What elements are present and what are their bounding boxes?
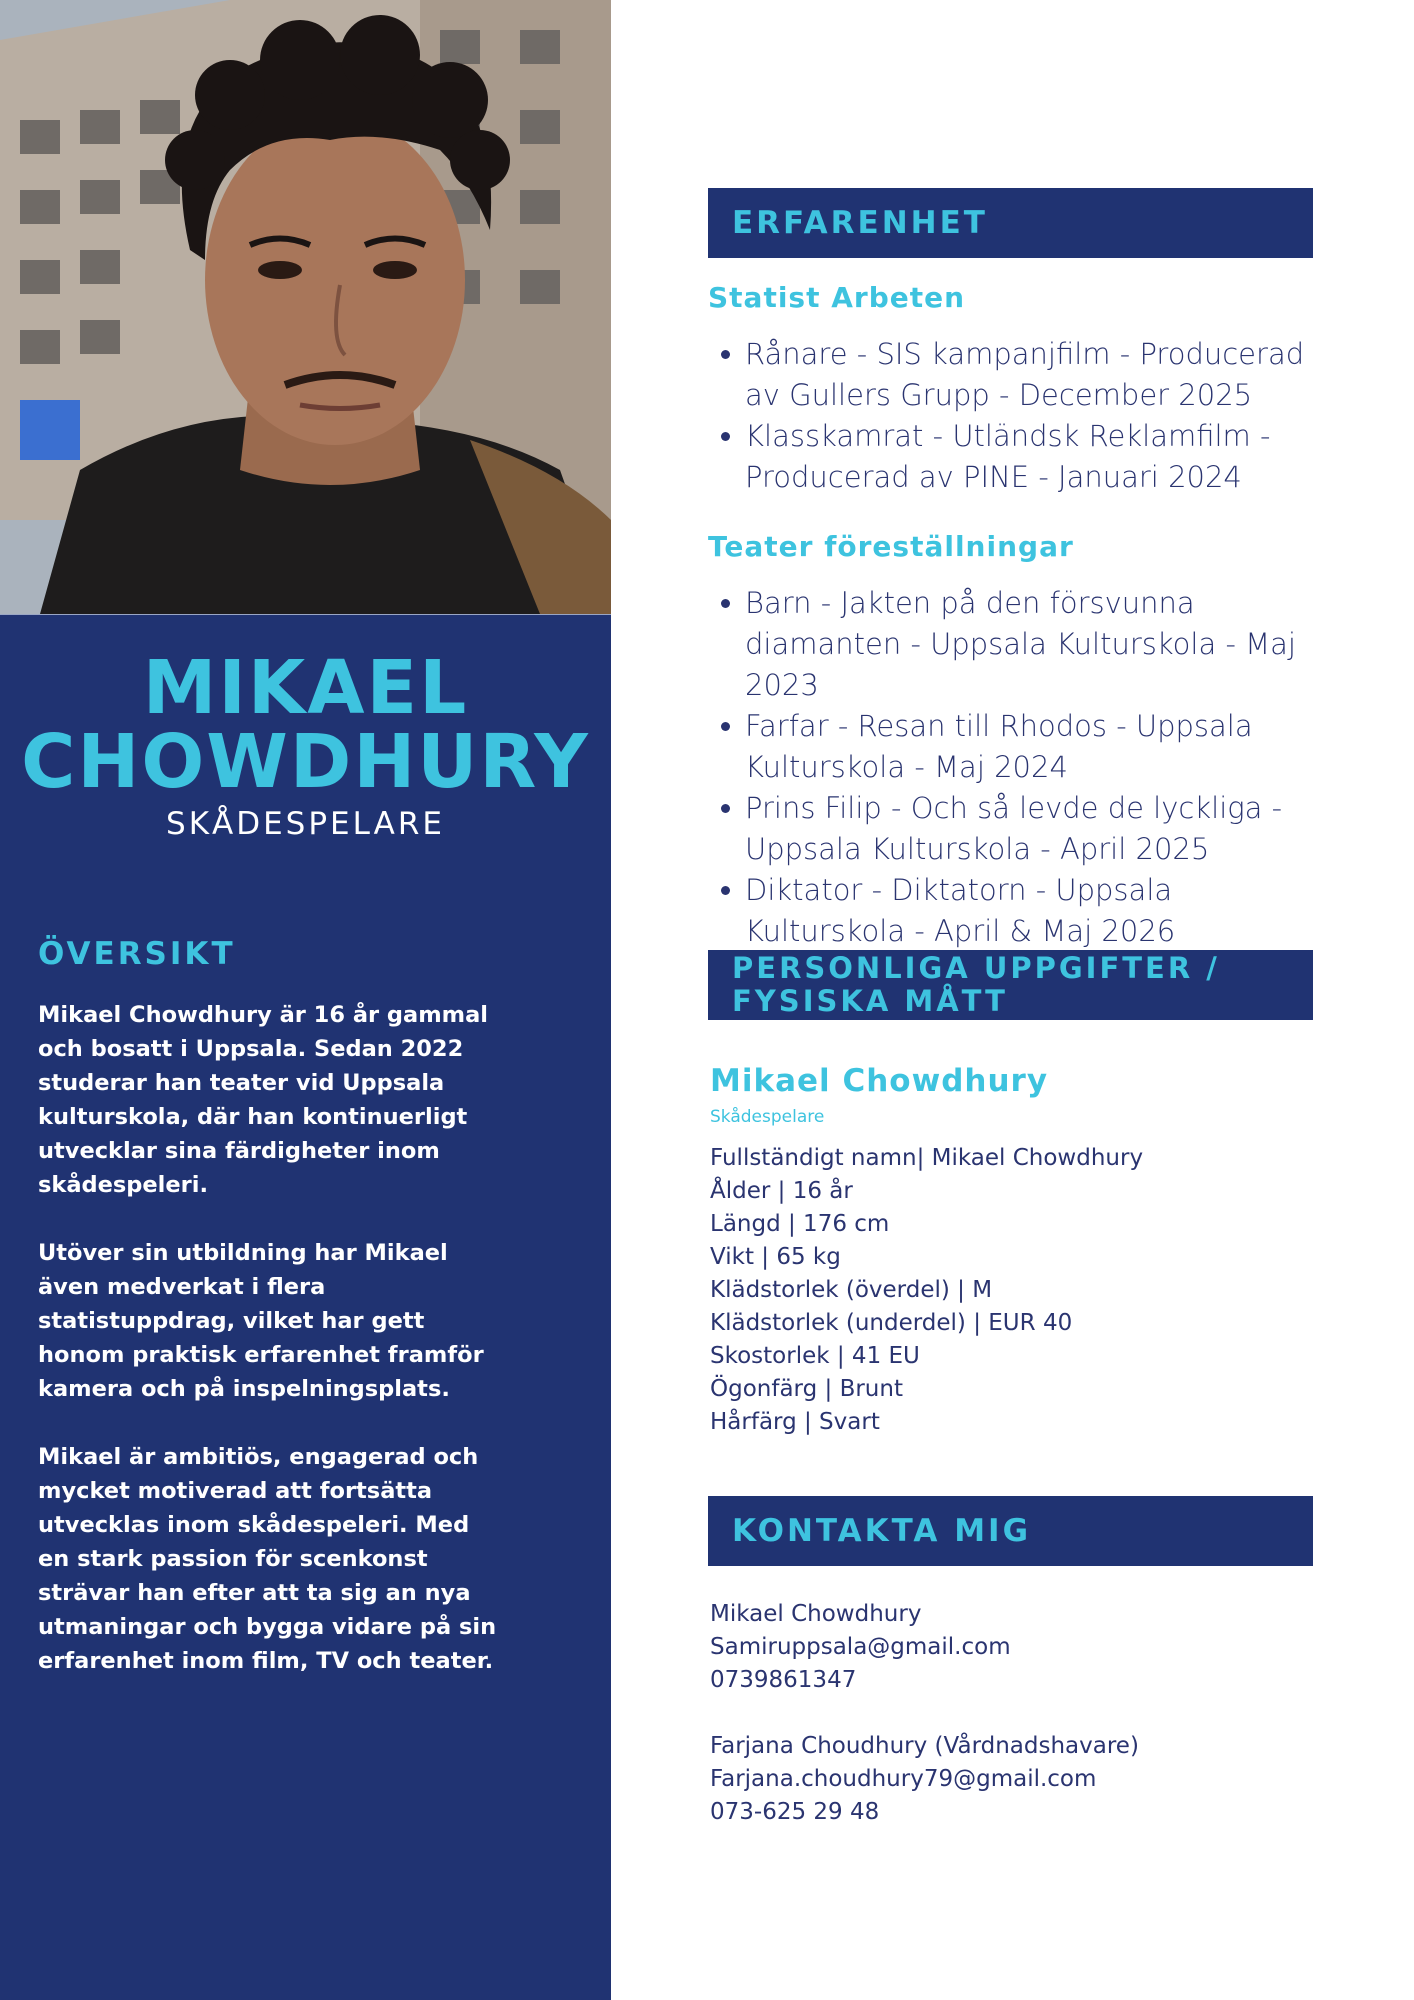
overview-paragraph: Mikael Chowdhury är 16 år gammal och bosatt i Uppsala. Sedan 2022 studerar han teater vid Uppsala kulturskola, där han kontinuerligt utvecklar sina färdigheter inom skådespeleri. — [38, 1002, 489, 1198]
list-item: Farfar - Resan till Rhodos - Uppsala Kulturskola - Maj 2024 — [708, 706, 1328, 788]
personal-details — [710, 1142, 1270, 1439]
overview-paragraph: Utöver sin utbildning har Mikael även medverkat i flera statistuppdrag, vilket har gett honom praktisk erfarenhet framför kamera och på inspelningsplats. — [38, 1240, 484, 1402]
personal-heading — [708, 950, 1313, 1020]
list-item: Barn - Jakten på den försvunna diamanten - Uppsala Kulturskola - Maj 2023 — [708, 583, 1328, 706]
portrait-photo — [0, 0, 611, 615]
personal-role: Skådespelare — [710, 1107, 825, 1127]
contact-name: Mikael Chowdhury — [710, 1601, 922, 1627]
role-title: SKÅDESPELARE — [166, 806, 445, 842]
list-item: Prins Filip - Och så levde de lyckliga - Uppsala Kulturskola - April 2025 — [708, 788, 1328, 870]
first-name: MIKAEL — [142, 645, 469, 731]
overview-paragraph: Mikael är ambitiös, engagerad och mycket motiverad att fortsätta utvecklas inom skådespeleri. Med en stark passion för scenkonst strävar han efter att ta sig an nya utmaningar och bygga vidare på sin erfarenhet inom film, TV och teater. — [38, 1444, 497, 1674]
contact-heading: KONTAKTA MIG — [708, 1496, 1313, 1566]
extras-list — [708, 334, 1328, 498]
contact-phone[interactable]: 0739861347 — [710, 1667, 857, 1693]
last-name: CHOWDHURY — [21, 719, 590, 805]
guardian-phone[interactable]: 073-625 29 48 — [710, 1799, 880, 1825]
detail-row: Längd | 176 cm — [710, 1211, 890, 1237]
personal-heading-line: PERSONLIGA UPPGIFTER / — [732, 951, 1220, 985]
personal-heading-line: FYSISKA MÅTT — [732, 984, 1008, 1018]
overview-text — [38, 998, 498, 1712]
theater-list — [708, 583, 1328, 952]
experience-heading: ERFARENHET — [708, 188, 1313, 258]
detail-row: Hårfärg | Svart — [710, 1409, 880, 1435]
extras-subheading: Statist Arbeten — [708, 281, 966, 314]
guardian-name: Farjana Choudhury (Vårdnadshavare) — [710, 1733, 1139, 1759]
overview-heading: ÖVERSIKT — [38, 936, 236, 972]
detail-row: Fullständigt namn| Mikael Chowdhury — [710, 1145, 1144, 1171]
detail-row: Ålder | 16 år — [710, 1178, 853, 1204]
sidebar — [0, 0, 611, 2000]
list-item: Klasskamrat - Utländsk Reklamfilm - Producerad av PINE - Januari 2024 — [708, 416, 1328, 498]
list-item: Rånare - SIS kampanjfilm - Producerad av Gullers Grupp - December 2025 — [708, 334, 1328, 416]
personal-name: Mikael Chowdhury — [710, 1063, 1049, 1099]
detail-row: Skostorlek | 41 EU — [710, 1343, 920, 1369]
detail-row: Vikt | 65 kg — [710, 1244, 841, 1270]
guardian-email[interactable]: Farjana.choudhury79@gmail.com — [710, 1766, 1097, 1792]
list-item: Diktator - Diktatorn - Uppsala Kulturskola - April & Maj 2026 — [708, 870, 1328, 952]
theater-subheading: Teater föreställningar — [708, 530, 1074, 563]
contact-details — [710, 1598, 1270, 1829]
detail-row: Klädstorlek (överdel) | M — [710, 1277, 993, 1303]
detail-row: Klädstorlek (underdel) | EUR 40 — [710, 1310, 1073, 1336]
contact-email[interactable]: Samiruppsala@gmail.com — [710, 1634, 1011, 1660]
detail-row: Ögonfärg | Brunt — [710, 1376, 903, 1402]
